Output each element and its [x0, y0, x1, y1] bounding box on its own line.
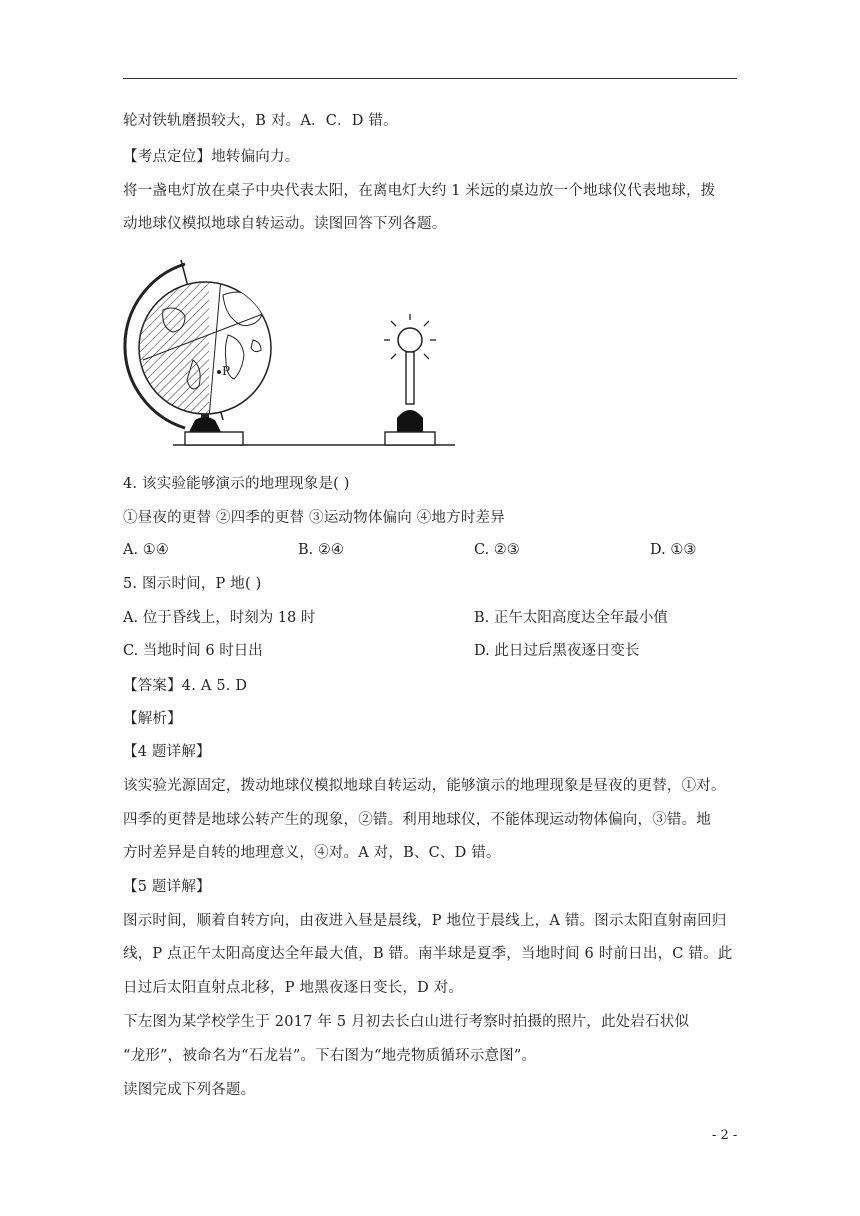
header-rule: [123, 78, 737, 79]
text-line: 【考点定位】地转偏向力。: [123, 149, 300, 165]
question-4-items: ①昼夜的更替 ②四季的更替 ③运动物体偏向 ④地方时差异: [123, 510, 505, 526]
q5-option-b: B. 正午太阳高度达全年最小值: [474, 610, 668, 626]
detail-4-line: 四季的更替是地球公转产生的现象，②错。利用地球仪，不能体现运动物体偏向，③错。地: [123, 812, 711, 828]
question-5-stem: 5. 图示时间，P 地( ): [123, 576, 262, 592]
text-line: 将一盏电灯放在桌子中央代表太阳，在离电灯大约 1 米远的桌边放一个地球仪代表地球，拨: [123, 183, 716, 199]
page-number: - 2 -: [712, 1128, 738, 1143]
detail-5-line: 线，P 点正午太阳高度达全年最大值，B 错。南半球是夏季，当地时间 6 时前日出，C 错。此: [123, 946, 733, 962]
q5-option-c: C. 当地时间 6 时日出: [123, 643, 263, 659]
detail-5-title: 【5 题详解】: [123, 879, 211, 895]
text-line: 动地球仪模拟地球自转运动。读图回答下列各题。: [123, 216, 447, 232]
q4-option-b: B. ②④: [298, 542, 344, 558]
question-4-stem: 4. 该实验能够演示的地理现象是( ): [123, 476, 350, 492]
point-p-label: P: [222, 364, 231, 378]
globe-lamp-figure: [123, 250, 468, 450]
detail-5-line: 图示时间，顺着自转方向，由夜进入昼是晨线，P 地位于晨线上，A 错。图示太阳直射南回归: [123, 913, 727, 929]
intro-line: 下左图为某学校学生于 2017 年 5 月初去长白山进行考察时拍摄的照片，此处岩石状似: [123, 1014, 690, 1030]
q4-option-d: D. ①③: [650, 542, 697, 558]
q5-option-a: A. 位于昏线上，时刻为 18 时: [123, 610, 316, 626]
intro-line: “龙形”，被命名为“石龙岩”。下右图为“地壳物质循环示意图”。: [123, 1048, 537, 1064]
q5-option-d: D. 此日过后黑夜逐日变长: [474, 643, 640, 659]
detail-5-line: 日过后太阳直射点北移，P 地黑夜逐日变长，D 对。: [123, 980, 464, 996]
intro-line: 读图完成下列各题。: [123, 1082, 256, 1098]
detail-4-line: 该实验光源固定，拨动地球仪模拟地球自转运动，能够演示的地理现象是昼夜的更替，①对。: [123, 778, 726, 794]
detail-4-title: 【4 题详解】: [123, 744, 211, 760]
q4-option-a: A. ①④: [123, 542, 169, 558]
q4-option-c: C. ②③: [474, 542, 520, 558]
answer-line: 【答案】4. A 5. D: [123, 678, 248, 694]
detail-4-line: 方时差异是自转的地理意义，④对。A 对，B、C、D 错。: [123, 845, 501, 861]
analysis-title: 【解析】: [123, 711, 182, 727]
text-line: 轮对铁轨磨损较大，B 对。A．C．D 错。: [123, 113, 398, 129]
